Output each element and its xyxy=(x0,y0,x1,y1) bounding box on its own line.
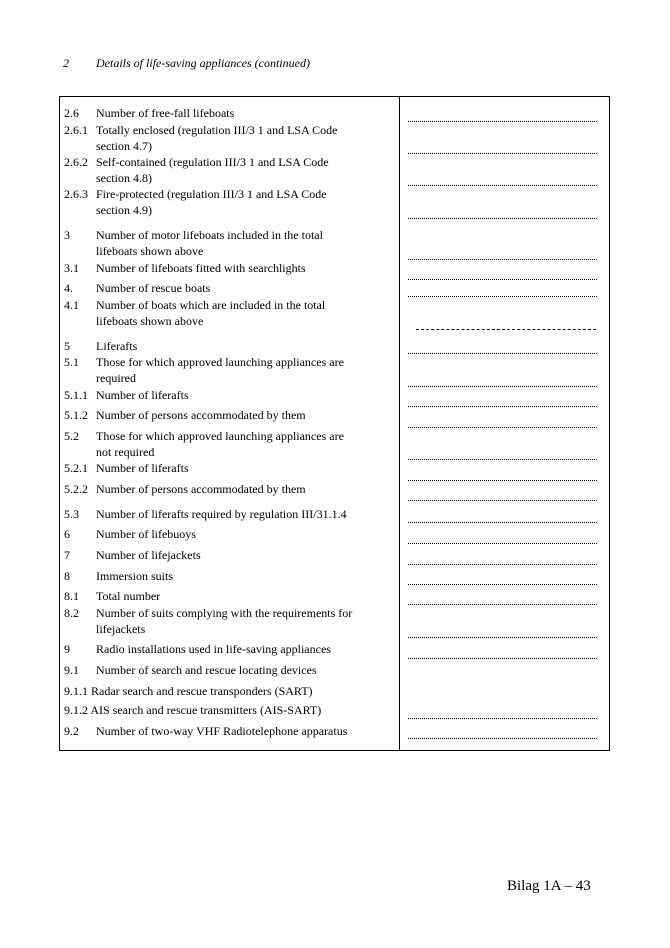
answer-line[interactable] xyxy=(408,718,597,719)
answer-line[interactable] xyxy=(408,121,597,122)
answer-line[interactable] xyxy=(408,153,597,154)
answer-line[interactable] xyxy=(408,738,597,739)
section-number: 2 xyxy=(63,56,69,70)
answer-line[interactable] xyxy=(408,296,597,297)
answer-line[interactable] xyxy=(408,259,597,260)
answer-line[interactable] xyxy=(408,386,597,387)
answer-line[interactable] xyxy=(408,218,597,219)
answer-line[interactable] xyxy=(408,459,597,460)
column-divider xyxy=(399,97,400,750)
answer-line[interactable] xyxy=(408,185,597,186)
answer-line[interactable] xyxy=(408,564,597,565)
answer-line[interactable] xyxy=(408,604,597,605)
answer-line[interactable] xyxy=(408,637,597,638)
answer-line[interactable] xyxy=(408,406,597,407)
answer-dashed-line[interactable] xyxy=(416,329,596,330)
answer-line[interactable] xyxy=(408,658,597,659)
answer-line[interactable] xyxy=(408,584,597,585)
section-title: Details of life-saving appliances (continued) xyxy=(96,56,310,70)
answer-line[interactable] xyxy=(408,480,597,481)
answer-line[interactable] xyxy=(408,353,597,354)
appliances-table: 2.6 Number of free-fall lifeboats 2.6.1 Totally enclosed (regulation III/3 1 and LSA Code section 4.7) 2.6.2 Self-contained (regulation III/3 1 and LSA Code section 4.8) 2.6.3 Fire-protected (regulation III/3 1 and LSA Code section 4.9) 3 Number of motor lifeboats included in the total lifeboats shown above 3.1 Number of lifeboats fitted with searchlights 4. Number of rescue boats 4.1 Number of boats which are included in the total lifeboats shown above 5 Liferafts 5.1 Those for which approved launching appliances are required 5.1.1 Number of liferafts 5.1.2 Number of persons accommodated by them 5.2 Those for which approved launching appliances are not required 5.2.1 Number of liferafts 5.2.2 Number of persons accommodated by them 5.3 Number of liferafts required by regulation III/31.1.4 6 Number of lifebuoys 7 Number of lifejackets 8 Immersion suits 8.1 Total number 8.2 Number of suits complying with the requirements for lifejackets 9 Radio installations used in life-saving appliances 9.1 Number of search and rescue locating devices 9.1.1 Radar search and rescue transponders (SART) 9.1.2 AIS search and rescue transmitters (AIS-SART) 9.2 Number of two-way VHF Radiotelephone apparatus xyxy=(59,96,610,751)
answer-line[interactable] xyxy=(408,543,597,544)
answer-line[interactable] xyxy=(408,500,597,501)
page-footer: Bilag 1A – 43 xyxy=(507,878,591,894)
answer-line[interactable] xyxy=(408,279,597,280)
answer-line[interactable] xyxy=(408,522,597,523)
section-header xyxy=(63,56,310,71)
answer-line[interactable] xyxy=(408,427,597,428)
